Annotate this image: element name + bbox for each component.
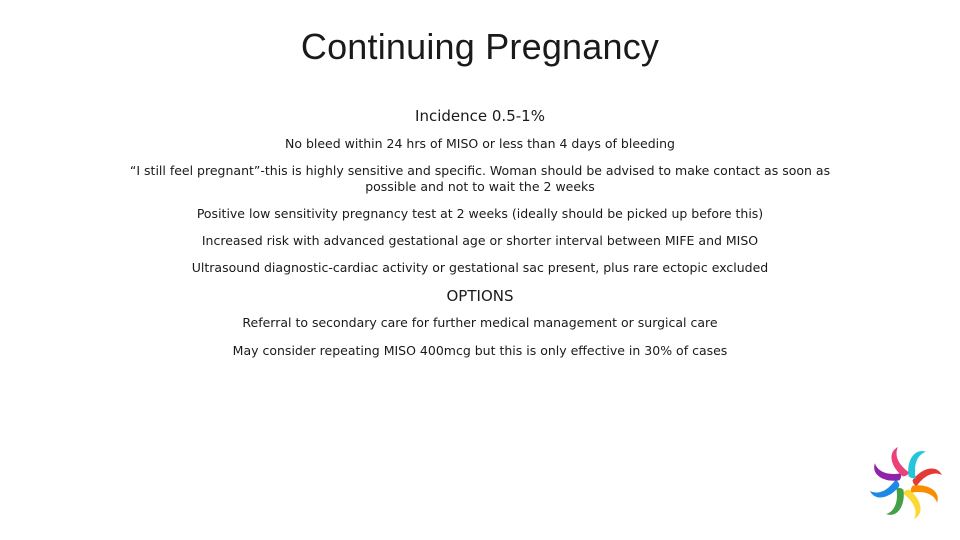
slide-body [110,106,850,359]
incidence-text: Incidence 0.5-1% [415,107,545,125]
logo-petal [891,447,910,477]
option-referral: Referral to secondary care for further medical management or surgical care [242,315,718,330]
logo-petal [902,489,921,519]
point-no-bleed: No bleed within 24 hrs of MISO or less than 4 days of bleeding [284,136,675,151]
point-feel-pregnant: “I still feel pregnant”-this is highly sensitive and specific. Woman should be advised to make contact as soon as possible and not to wait the 2 weeks [129,163,831,194]
options-heading: OPTIONS [446,287,514,305]
logo-center [899,476,913,490]
logo-petal [870,479,900,498]
logo-petal [912,468,942,487]
slide-title: Continuing Pregnancy [300,26,660,67]
point-ultrasound: Ultrasound diagnostic-cardiac activity or gestational sac present, plus rare ectopic excluded [191,260,769,275]
swirl-logo-icon [866,446,946,520]
point-increased-risk: Increased risk with advanced gestational age or shorter interval between MIFE and MISO [201,233,759,248]
option-repeat-miso: May consider repeating MISO 400mcg but this is only effective in 30% of cases [232,343,728,358]
point-pregnancy-test: Positive low sensitivity pregnancy test at 2 weeks (ideally should be picked up before this) [196,206,764,221]
